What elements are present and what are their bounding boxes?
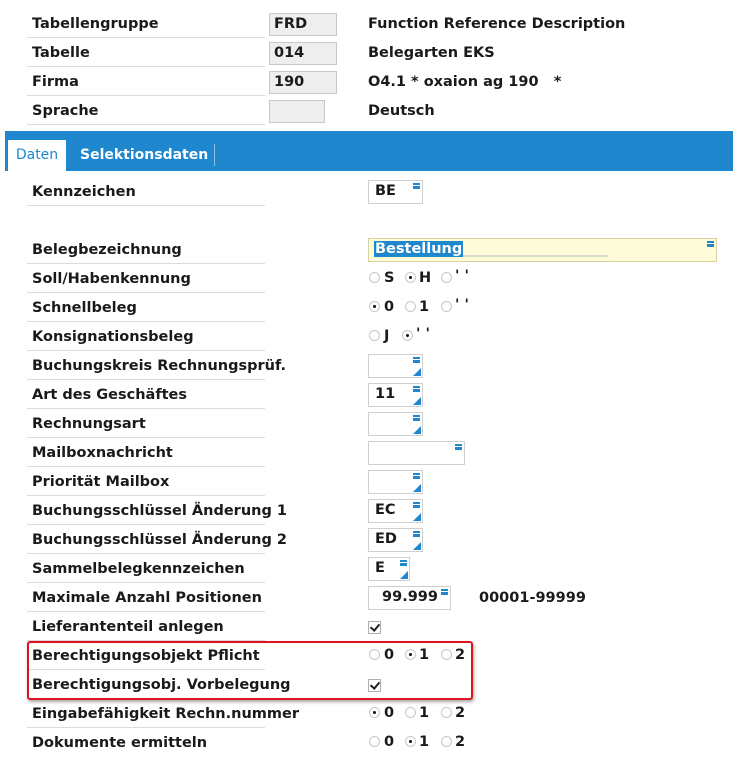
label-belegbezeichnung: Belegbezeichnung xyxy=(32,242,182,258)
dropdown-corner-icon[interactable] xyxy=(413,513,421,521)
belegbezeichnung-input[interactable] xyxy=(368,238,717,262)
radio-dokumente-0-label: 0 xyxy=(384,734,395,750)
kennzeichen-field[interactable] xyxy=(368,180,423,204)
menu-icon[interactable] xyxy=(441,589,448,595)
radio-dokumente-0[interactable] xyxy=(369,736,380,747)
max-pos-value: 99.999 xyxy=(382,589,438,605)
rechnungsart-field[interactable] xyxy=(368,412,423,436)
radio-eingabe-0[interactable] xyxy=(369,707,380,718)
desc-firma: O4.1 * oxaion ag 190 * xyxy=(368,74,562,90)
divider xyxy=(27,611,265,612)
menu-icon[interactable] xyxy=(400,560,407,566)
divider xyxy=(27,727,265,728)
divider xyxy=(27,553,265,554)
radio-ber-pflicht-1-label: 1 xyxy=(419,647,430,663)
label-max-pos: Maximale Anzahl Positionen xyxy=(32,590,262,606)
label-tabelle: Tabelle xyxy=(32,45,90,61)
label-eingabe-rechn: Eingabefähigkeit Rechn.nummer xyxy=(32,706,299,722)
radio-schnellbeleg-blank-label: ' ' xyxy=(455,297,469,313)
belegbezeichnung-fill: ____________________ xyxy=(463,241,609,257)
label-mailbox: Mailboxnachricht xyxy=(32,445,173,461)
label-schnellbeleg: Schnellbeleg xyxy=(32,300,137,316)
dropdown-corner-icon[interactable] xyxy=(413,542,421,550)
label-firma: Firma xyxy=(32,74,79,90)
tab-selektionsdaten[interactable]: Selektionsdaten xyxy=(80,147,209,163)
divider xyxy=(27,350,265,351)
radio-schnellbeleg-blank[interactable] xyxy=(441,301,452,312)
field-sprache xyxy=(269,100,325,123)
label-dokumente: Dokumente ermitteln xyxy=(32,735,208,751)
menu-icon[interactable] xyxy=(413,415,420,421)
dropdown-corner-icon[interactable] xyxy=(413,484,421,492)
menu-icon[interactable] xyxy=(413,502,420,508)
label-buchungskreis: Buchungskreis Rechnungsprüf. xyxy=(32,358,286,374)
radio-ber-pflicht-0-label: 0 xyxy=(384,647,395,663)
divider xyxy=(27,437,265,438)
divider xyxy=(27,37,265,38)
radio-schnellbeleg-1-label: 1 xyxy=(419,299,430,315)
radio-dokumente-1-label: 1 xyxy=(419,734,430,750)
max-pos-range: 00001-99999 xyxy=(479,590,586,606)
label-sprache: Sprache xyxy=(32,103,99,119)
divider xyxy=(27,379,265,380)
radio-eingabe-0-label: 0 xyxy=(384,705,395,721)
field-tabellengruppe: FRD xyxy=(269,13,337,36)
radio-dokumente-2[interactable] xyxy=(441,736,452,747)
sammelbeleg-field[interactable] xyxy=(368,557,410,581)
radio-schnellbeleg-0[interactable] xyxy=(369,301,380,312)
divider xyxy=(27,124,265,125)
radio-eingabe-2[interactable] xyxy=(441,707,452,718)
label-konsignationsbeleg: Konsignationsbeleg xyxy=(32,329,194,345)
radio-konsignation-j-label: J xyxy=(384,328,390,344)
menu-icon[interactable] xyxy=(707,241,714,247)
label-bs-aend1: Buchungsschlüssel Änderung 1 xyxy=(32,503,287,519)
buchungskreis-field[interactable] xyxy=(368,354,423,378)
radio-eingabe-1[interactable] xyxy=(405,707,416,718)
radio-konsignation-blank-label: ' ' xyxy=(416,326,430,342)
radio-konsignation-blank[interactable] xyxy=(402,330,413,341)
radio-schnellbeleg-0-label: 0 xyxy=(384,299,395,315)
label-art-geschaeft: Art des Geschäftes xyxy=(32,387,188,403)
label-bs-aend2: Buchungsschlüssel Änderung 2 xyxy=(32,532,287,548)
prio-mailbox-field[interactable] xyxy=(368,470,423,494)
divider xyxy=(27,582,265,583)
radio-haben[interactable] xyxy=(405,272,416,283)
radio-dokumente-2-label: 2 xyxy=(455,734,466,750)
radio-ber-pflicht-2-label: 2 xyxy=(455,647,466,663)
radio-blank-label: ' ' xyxy=(455,268,469,284)
label-ber-vorbelegung: Berechtigungsobj. Vorbelegung xyxy=(32,677,291,693)
max-pos-field[interactable] xyxy=(368,586,451,610)
label-kennzeichen: Kennzeichen xyxy=(32,184,136,200)
tab-daten[interactable]: Daten xyxy=(8,140,66,171)
art-geschaeft-field[interactable] xyxy=(368,383,423,407)
dropdown-corner-icon[interactable] xyxy=(413,426,421,434)
radio-konsignation-j[interactable] xyxy=(369,330,380,341)
radio-haben-label: H xyxy=(419,270,432,286)
tab-separator xyxy=(214,144,215,166)
menu-icon[interactable] xyxy=(455,444,462,450)
divider xyxy=(27,66,265,67)
radio-soll[interactable] xyxy=(369,272,380,283)
menu-icon[interactable] xyxy=(413,473,420,479)
divider xyxy=(27,95,265,96)
dropdown-corner-icon[interactable] xyxy=(400,571,408,579)
label-lieferantenteil: Lieferantenteil anlegen xyxy=(32,619,224,635)
divider xyxy=(27,292,265,293)
dropdown-corner-icon[interactable] xyxy=(413,397,421,405)
highlight-box xyxy=(27,641,473,700)
menu-icon[interactable] xyxy=(413,183,420,189)
menu-icon[interactable] xyxy=(413,386,420,392)
bs-aend2-field[interactable] xyxy=(368,528,423,552)
radio-eingabe-1-label: 1 xyxy=(419,705,430,721)
sammelbeleg-value: E xyxy=(375,560,385,576)
radio-soll-label: S xyxy=(384,270,395,286)
radio-eingabe-2-label: 2 xyxy=(455,705,466,721)
kennzeichen-value: BE xyxy=(375,183,396,199)
label-ber-pflicht: Berechtigungsobjekt Pflicht xyxy=(32,648,260,664)
desc-tabellengruppe: Function Reference Description xyxy=(368,16,626,32)
divider xyxy=(27,263,265,264)
desc-sprache: Deutsch xyxy=(368,103,435,119)
menu-icon[interactable] xyxy=(413,357,420,363)
field-firma: 190 xyxy=(269,71,337,94)
label-prio-mailbox: Priorität Mailbox xyxy=(32,474,170,490)
art-geschaeft-value: 11 xyxy=(375,386,396,402)
bs-aend1-value: EC xyxy=(375,502,396,518)
menu-icon[interactable] xyxy=(413,531,420,537)
mailbox-field[interactable] xyxy=(368,441,465,465)
belegbezeichnung-selected-text: Bestellung xyxy=(375,241,463,257)
label-tabellengruppe: Tabellengruppe xyxy=(32,16,159,32)
radio-blank[interactable] xyxy=(441,272,452,283)
lieferantenteil-checkbox[interactable] xyxy=(368,621,381,634)
label-rechnungsart: Rechnungsart xyxy=(32,416,146,432)
divider xyxy=(27,205,265,206)
radio-dokumente-1[interactable] xyxy=(405,736,416,747)
dropdown-corner-icon[interactable] xyxy=(413,368,421,376)
divider xyxy=(27,495,265,496)
divider xyxy=(27,466,265,467)
field-tabelle: 014 xyxy=(269,42,337,65)
divider xyxy=(27,408,265,409)
desc-tabelle: Belegarten EKS xyxy=(368,45,495,61)
bs-aend1-field[interactable] xyxy=(368,499,423,523)
divider xyxy=(27,321,265,322)
label-sammelbeleg: Sammelbelegkennzeichen xyxy=(32,561,245,577)
bs-aend2-value: ED xyxy=(375,531,397,547)
label-soll-haben: Soll/Habenkennung xyxy=(32,271,191,287)
radio-schnellbeleg-1[interactable] xyxy=(405,301,416,312)
divider xyxy=(27,524,265,525)
